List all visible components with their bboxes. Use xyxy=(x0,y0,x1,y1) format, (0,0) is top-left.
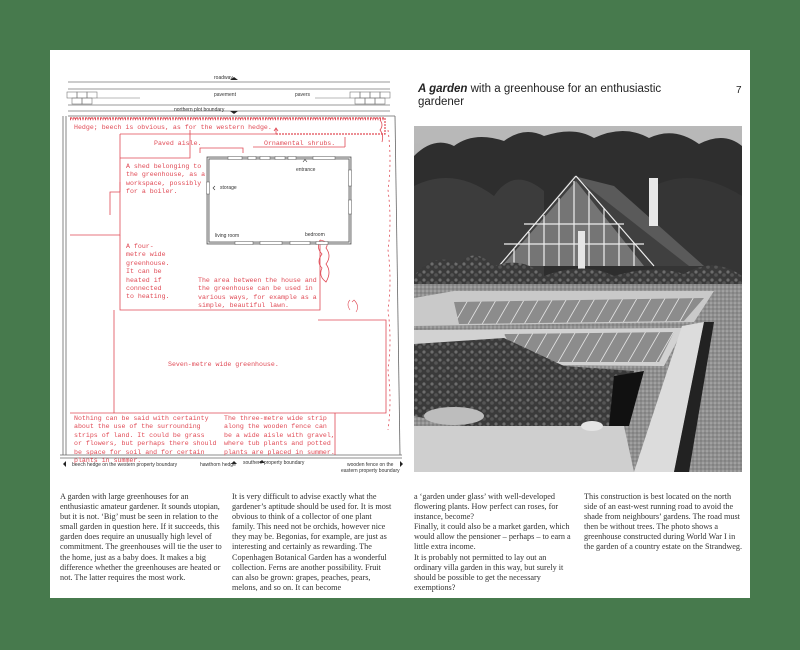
room-living: living room xyxy=(215,233,240,239)
paragraph: a ‘garden under glass’ with well-developed flowering plants. How perfect can roses, for instance, become? xyxy=(414,492,559,522)
note-nothing-certain: Nothing can be said with certainty about the use of the surrounding strips of land. It could be grass or flowers, but perhaps there should be space for soil and for certain plants in summer. xyxy=(74,415,217,465)
note-four-metre: A four- metre wide greenhouse. It can be heated if connected to heating. xyxy=(126,243,170,301)
note-three-metre: The three-metre wide strip along the wooden fence can be a wide aisle with gravel, where tub plants and potted plants are placed in summer. xyxy=(224,415,335,456)
text-column-1 xyxy=(60,492,222,583)
label-southern-boundary: southern property boundary xyxy=(243,460,305,466)
handwritten-mark xyxy=(348,300,358,312)
storage-arrow-icon xyxy=(213,186,215,190)
label-pavement: pavement xyxy=(214,92,236,98)
pavers-right xyxy=(315,92,390,104)
pavers-left xyxy=(67,92,140,104)
title-rest: with a greenhouse for an enthusiastic gardener xyxy=(418,83,662,108)
paragraph: Finally, it could also be a market garden, which would allow the pensioner – perhaps – to earn a little extra income. xyxy=(414,522,571,552)
paragraph: It is probably not permitted to lay out an ordinary villa garden in this way, but surely it should be possible to get the necessary exemptions? xyxy=(414,552,564,592)
label-eastern-boundary-1: wooden fence on the xyxy=(347,462,394,468)
text-column-3 xyxy=(414,492,576,593)
arrow-down-icon xyxy=(230,111,238,114)
room-bedroom: bedroom xyxy=(305,232,325,238)
arrow-left-icon xyxy=(63,461,66,467)
entrance-arrow-icon xyxy=(303,160,307,163)
label-pavers: pavers xyxy=(295,92,311,98)
room-entrance: entrance xyxy=(296,167,316,173)
note-hedge: Hedge; beech is obvious, as for the western hedge. xyxy=(74,124,272,131)
paragraph: It is very difficult to advise exactly what the gardener’s aptitude should be used for. It is most obvious to think of a collector of one plant family. This need not be orchids, however nice they may be. Begonias, for example, are just as interesting and certainly as rewarding. The Copenhagen Botanical Garden has a wonderful collection. Ferns are another possibility. Fruit can also be grown: grapes, peaches, pears, melons, and so on. It can become xyxy=(232,492,392,592)
note-seven-metre: Seven-metre wide greenhouse. xyxy=(168,361,279,368)
book-spread xyxy=(50,50,750,598)
note-ornamental-shrubs: Ornamental shrubs. xyxy=(264,140,336,147)
arrow-right-icon xyxy=(400,461,403,467)
chimney xyxy=(649,178,658,226)
label-northern-boundary: northern plot boundary xyxy=(174,107,225,113)
note-paved-aisle: Paved aisle. xyxy=(154,140,202,147)
page-title xyxy=(418,83,708,109)
note-area-between: The area between the house and the greenhouse can be used in various ways, for example as a simple, beautiful lawn. xyxy=(198,277,317,310)
house-plan xyxy=(207,157,352,245)
room-storage: storage xyxy=(220,185,237,191)
label-hawthorn-hedge: hawthorn hedge xyxy=(200,462,236,468)
text-column-2 xyxy=(232,492,394,593)
label-eastern-boundary-2: eastern property boundary xyxy=(341,468,400,474)
label-western-boundary: beech hedge on the western property boundary xyxy=(72,462,178,468)
photo-drawing xyxy=(414,126,742,472)
page-number: 7 xyxy=(736,85,742,96)
paragraph: A garden with large greenhouses for an enthusiastic amateur gardener. It sounds utopian, but it is not. ‘Big’ must be seen in relation to the small garden in question here. If it succeeds, this garden does require an unusually high level of commitment. The greenhouses will tie the user to the home, just as a baby does. It makes a big difference whether the greenhouses are heated or not. The latter requires the most work. xyxy=(60,492,222,582)
text-column-4 xyxy=(584,492,746,553)
greenhouse-photo xyxy=(414,126,742,472)
bowl xyxy=(581,421,603,431)
sack xyxy=(424,407,484,425)
note-shed: A shed belonging to the greenhouse, as a workspace, possibly for a boiler. xyxy=(126,163,206,196)
label-roadway: roadway xyxy=(214,75,233,81)
title-emphasis: A garden xyxy=(418,83,468,95)
paragraph: This construction is best located on the north side of an east-west running road to avoid the shade from neighbours’ gardens. The road must then be without trees. The photo shows a greenhouse constructed during World War I in the garden of a country estate on the Strandweg. xyxy=(584,492,743,552)
